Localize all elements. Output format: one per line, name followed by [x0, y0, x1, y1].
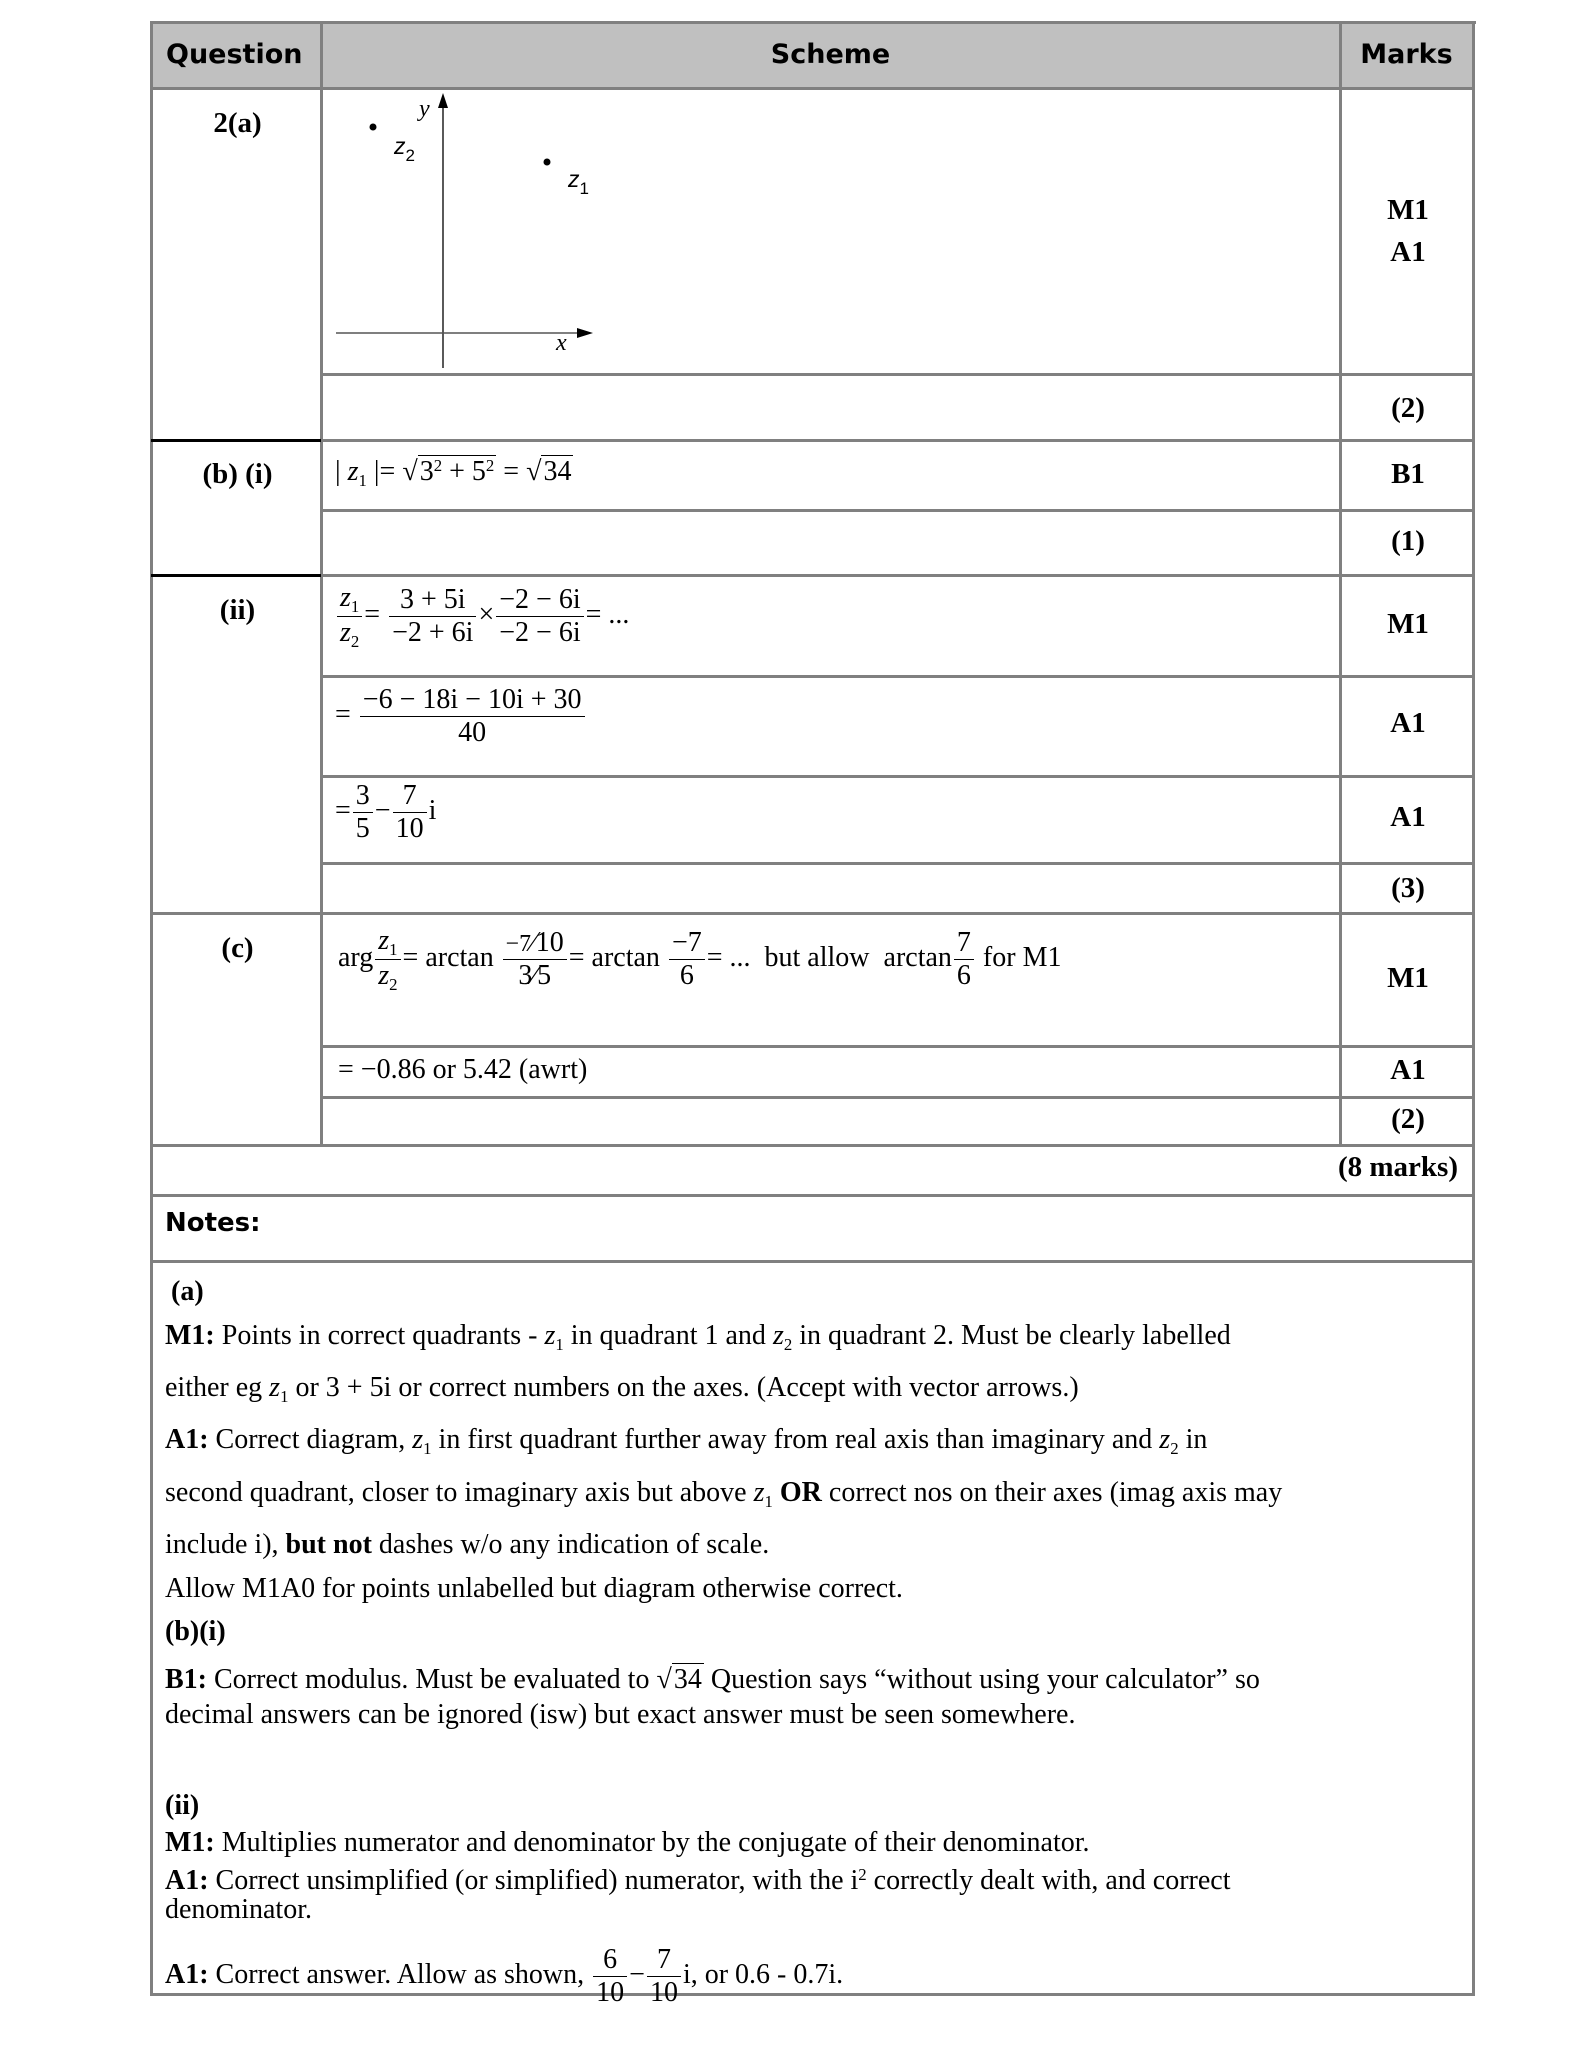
- row-line-total-end: [151, 1194, 1473, 1197]
- notes-ii-m1: M1: Multiplies numerator and denominator by the conjugate of their denominator.: [165, 1827, 1090, 1858]
- row-line-c-end: [151, 1144, 1473, 1147]
- row-line-notes-header: [151, 1260, 1473, 1263]
- mark-a-total: (2): [1391, 392, 1425, 424]
- notes-ii-heading: (ii): [165, 1789, 200, 1821]
- row-line-a-end-q: [151, 439, 321, 442]
- bii-line2: = $\frac{-6 - 18i - 10i + 30}{40}$: [335, 684, 587, 749]
- notes-title: Notes:: [165, 1208, 261, 1238]
- bii-line3: = $\frac{3}{5}$ − $\frac{7}{10}$ i: [335, 780, 437, 845]
- col-divider-marks: [1339, 21, 1342, 1147]
- row-line-ii-end: [151, 912, 1473, 915]
- notes-a-m1-cont: either eg $z_1$ or 3 + 5i or correct numbers on the axes. (Accept with vector arrows.): [165, 1371, 1079, 1406]
- x-axis-label: x: [556, 330, 567, 356]
- mark-bi-total: (1): [1391, 525, 1425, 557]
- y-axis-label: y: [419, 96, 430, 122]
- mark-c-a1: A1: [1390, 1054, 1426, 1086]
- mark-a-m1: M1: [1387, 194, 1429, 226]
- header-scheme: Scheme: [770, 39, 891, 70]
- row-line-bi-end: [321, 574, 1473, 577]
- row-line-ii-2: [321, 775, 1473, 778]
- row-line-ii-3: [321, 862, 1473, 865]
- table-border-right: [1472, 21, 1475, 1996]
- header-marks: Marks: [1360, 39, 1453, 70]
- question-label-2a: 2(a): [213, 107, 262, 139]
- c-line1: arg $\frac{z_1}{z_2}$ = arctan −7 ⁄10 3⁄5 = arctan $\frac{-7}{6}$ = ... but allow arctan $\frac{7}{6}$ for M1: [338, 925, 1062, 995]
- question-label-bi: (b) (i): [202, 458, 273, 490]
- point-z1: [544, 159, 551, 166]
- notes-bi-b1-cont: decimal answers can be ignored (isw) but exact answer must be seen somewhere.: [165, 1699, 1076, 1730]
- c-line2: = −0.86 or 5.42 (awrt): [338, 1054, 588, 1085]
- notes-a-allow: Allow M1A0 for points unlabelled but diagram otherwise correct.: [165, 1572, 903, 1604]
- notes-ii-a1b: A1: Correct answer. Allow as shown, $\frac{6}{10}$ − $\frac{7}{10}$ i, or 0.6 - 0.7i.: [165, 1943, 844, 2008]
- mark-bii-m1: M1: [1387, 608, 1429, 640]
- notes-a-heading: (a): [171, 1276, 204, 1307]
- table-border-top: [151, 21, 1476, 24]
- sqrt-symbol: √34: [656, 1663, 702, 1695]
- header-question: Question: [166, 39, 303, 70]
- x-axis-arrowhead: [577, 328, 593, 338]
- notes-body: [165, 1270, 1465, 2009]
- bi-expression: | $z_1$ |= $√3^2 + 5^2 = √34$: [335, 456, 572, 491]
- mark-bi-b1: B1: [1391, 458, 1425, 490]
- argand-diagram: [321, 88, 721, 374]
- grand-total: (8 marks): [1337, 1151, 1458, 1183]
- sqrt-symbol: $√3^2 + 5^2$: [402, 456, 495, 488]
- mark-c-total: (2): [1391, 1103, 1425, 1135]
- notes-bi-b1: B1: Correct modulus. Must be evaluated to √34 Question says “without using your calculator” so: [165, 1658, 1465, 1702]
- row-line-bi-end-q: [151, 574, 321, 577]
- table-border-left: [150, 21, 153, 1996]
- notes-a-a1-cont: second quadrant, closer to imaginary axis but above $z_1$ OR correct nos on their axes (imag axis may: [165, 1476, 1283, 1511]
- row-line-a-end: [321, 439, 1473, 442]
- y-axis-arrowhead: [438, 93, 448, 108]
- notes-ii-a1: A1: Correct unsimplified (or simplified) numerator, with the $i^2$ correctly dealt with, and correct: [165, 1864, 1231, 1896]
- question-label-ii: (ii): [219, 594, 256, 626]
- mark-bii-a1: A1: [1390, 707, 1426, 739]
- row-line-ii-1: [321, 675, 1473, 678]
- notes-ii-a1-cont: denominator.: [165, 1894, 312, 1926]
- z2-label: $z_2$: [394, 133, 415, 165]
- mark-bii-total: (3): [1391, 872, 1425, 904]
- sqrt-symbol: √34: [526, 456, 572, 488]
- mark-c-m1: M1: [1387, 962, 1429, 994]
- mark-a-a1: A1: [1390, 236, 1426, 268]
- mark-bii-a1-2: A1: [1390, 801, 1426, 833]
- notes-bi-heading: (b)(i): [165, 1616, 226, 1647]
- question-label-c: (c): [221, 932, 254, 964]
- z1-label: $z_1$: [568, 166, 589, 198]
- notes-a-m1: M1: Points in correct quadrants - $z_1$ in quadrant 1 and $z_2$ in quadrant 2. Must be clearly labelled: [165, 1319, 1231, 1354]
- row-line-c-2: [321, 1096, 1473, 1099]
- notes-a-a1: A1: Correct diagram, $z_1$ in first quadrant further away from real axis than imaginary and $z_2$ in: [165, 1424, 1208, 1459]
- bii-line1: $\frac{z_1}{z_2}$ = $\frac{3 + 5i}{-2 + 6i}$ × $\frac{-2 - 6i}{-2 - 6i}$ = ...: [335, 582, 629, 651]
- point-z2: [370, 124, 377, 131]
- notes-a-a1-cont2: include i), but not dashes w/o any indication of scale.: [165, 1529, 770, 1560]
- row-line-bi-split: [321, 509, 1473, 512]
- row-line-c-1: [321, 1045, 1473, 1048]
